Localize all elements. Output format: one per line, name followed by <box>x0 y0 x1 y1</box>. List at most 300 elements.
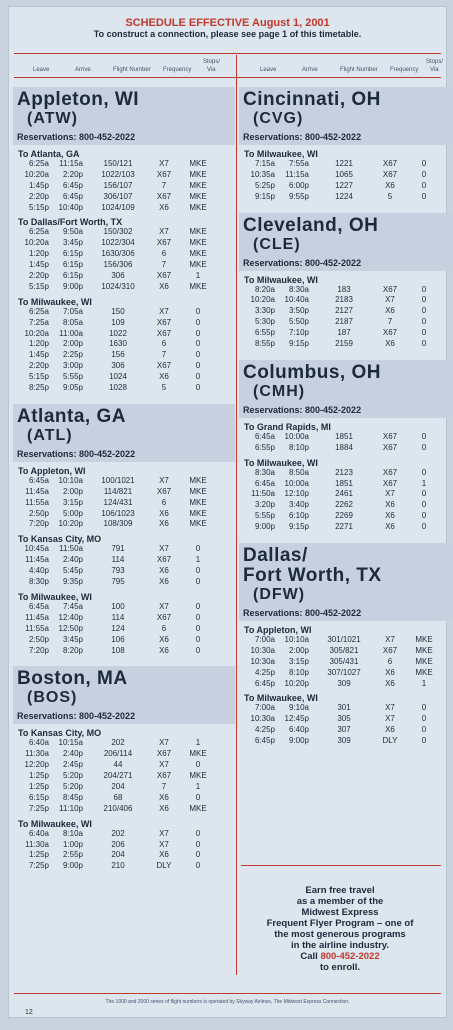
route-title: To Milwaukee, WI <box>244 149 318 159</box>
arrive-time: 10:20p <box>284 678 309 688</box>
stops-via: 0 <box>421 467 427 477</box>
city-section <box>241 543 453 747</box>
arrive-time: 5:00p <box>62 508 83 518</box>
leave-time: 6:25a <box>28 159 49 168</box>
arrive-time: 8:30a <box>288 284 309 294</box>
leave-time: 6:40a <box>28 738 49 748</box>
leave-time: 6:45p <box>254 736 275 746</box>
flight-number: 301/1021 <box>327 635 361 645</box>
promo-line: to enroll. <box>319 962 361 973</box>
stops-via: 0 <box>421 317 427 327</box>
arrive-time: 9:00p <box>288 736 309 746</box>
arrive-time: 10:20p <box>58 519 83 529</box>
flight-number: 1630/306 <box>101 249 135 259</box>
arrive-time: 8:20p <box>62 645 83 655</box>
stops-via: MKE <box>189 519 207 529</box>
stops-via: MKE <box>189 180 207 190</box>
frequency: X6 <box>385 339 395 349</box>
frequency: X7 <box>159 738 169 748</box>
frequency: X6 <box>159 281 169 291</box>
leave-time: 7:00a <box>254 635 275 645</box>
arrive-time: 2:45p <box>62 760 83 770</box>
frequency: 6 <box>161 623 167 633</box>
leave-time: 10:35a <box>250 169 275 179</box>
city-name: Columbus, OH <box>243 361 381 383</box>
city-section <box>15 666 233 872</box>
city-name: Cincinnati, OH <box>243 89 381 110</box>
frequency: 6 <box>161 497 167 507</box>
flight-number: 210/406 <box>103 803 133 813</box>
airport-code: (ATW) <box>27 110 78 127</box>
stops-via: MKE <box>189 803 207 813</box>
flight-number: 206 <box>111 839 125 849</box>
flight-number: 114/821 <box>103 486 133 496</box>
frequency: X7 <box>159 839 169 849</box>
arrive-time: 6:15p <box>62 260 83 270</box>
frequency: X6 <box>385 306 395 316</box>
left-schedule-column <box>15 87 233 882</box>
arrive-time: 12:40p <box>58 612 83 622</box>
stops-via: MKE <box>415 656 433 666</box>
city-section <box>15 87 233 394</box>
arrive-time: 11:10p <box>59 803 83 813</box>
city-name: Dallas/ <box>243 545 308 567</box>
flight-row <box>241 500 453 511</box>
flight-number: 150 <box>111 306 125 316</box>
flight-row <box>15 350 233 361</box>
route-title: To Atlanta, GA <box>18 149 80 159</box>
col-stops: Stops/ <box>426 59 444 65</box>
stops-via: 0 <box>421 431 427 441</box>
stops-via: 1 <box>421 478 427 488</box>
city-header <box>239 87 453 145</box>
flight-number: 2127 <box>335 306 353 316</box>
leave-time: 6:40a <box>28 828 49 838</box>
leave-time: 6:55p <box>254 442 275 452</box>
flight-row <box>15 861 233 872</box>
arrive-time: 6:45p <box>62 180 83 190</box>
arrive-time: 7:55a <box>288 159 309 168</box>
flight-row <box>15 181 233 192</box>
frequency: X67 <box>156 191 172 201</box>
arrive-time: 5:20p <box>62 771 83 781</box>
flight-row <box>15 509 233 520</box>
arrive-time: 9:10a <box>288 703 309 713</box>
header-divider <box>14 53 441 54</box>
promo-line: Midwest Express <box>301 907 379 918</box>
leave-time: 3:20p <box>254 500 275 510</box>
flight-row <box>15 804 233 815</box>
flight-row <box>241 479 453 490</box>
flight-number: 301 <box>337 703 351 713</box>
leave-time: 5:15p <box>28 281 49 291</box>
arrive-time: 6:15p <box>62 271 83 281</box>
frequency: X67 <box>382 328 398 338</box>
arrive-time: 10:40a <box>284 295 309 305</box>
arrive-time: 11:50a <box>59 544 83 554</box>
flight-number: 156/107 <box>103 180 133 190</box>
stops-via: 0 <box>195 861 201 871</box>
frequency: X6 <box>385 511 395 521</box>
col-frequency: Frequency <box>390 67 419 73</box>
column-divider <box>236 55 237 975</box>
frequency: 6 <box>387 656 393 666</box>
frequency: X67 <box>382 169 398 179</box>
flight-row <box>15 850 233 861</box>
frequency: X7 <box>385 714 395 724</box>
city-header <box>239 213 453 271</box>
flight-row <box>241 646 453 657</box>
frequency: 5 <box>387 191 393 201</box>
frequency: X6 <box>159 850 169 860</box>
flight-row <box>15 476 233 487</box>
arrive-time: 1:00p <box>62 839 83 849</box>
flight-row <box>15 203 233 214</box>
leave-time: 1:45p <box>28 180 49 190</box>
flight-row <box>241 714 453 725</box>
arrive-time: 3:45p <box>62 238 83 248</box>
flight-row <box>241 468 453 479</box>
route-title: To Kansas City, MO <box>18 534 102 545</box>
stops-via: 0 <box>421 284 427 294</box>
flight-number: 206/114 <box>103 749 133 759</box>
stops-via: 0 <box>195 566 201 576</box>
frequency: X67 <box>156 169 172 179</box>
arrive-time: 12:45p <box>284 714 309 724</box>
flight-number: 795 <box>111 577 125 587</box>
stops-via: 0 <box>421 714 427 724</box>
stops-via: 0 <box>421 191 427 201</box>
flight-row <box>15 170 233 181</box>
flight-number: 1065 <box>335 169 353 179</box>
leave-time: 8:30a <box>254 467 275 477</box>
arrive-time: 12:50p <box>58 623 83 633</box>
airport-code: (CMH) <box>253 382 306 400</box>
route-title: To Milwaukee, WI <box>244 457 318 468</box>
arrive-time: 6:10p <box>288 511 309 521</box>
stops-via: 0 <box>421 489 427 499</box>
frequency: X7 <box>385 703 395 713</box>
leave-time: 12:20p <box>24 760 49 770</box>
flight-row <box>241 657 453 668</box>
stops-via: MKE <box>189 508 207 518</box>
arrive-time: 7:05a <box>62 306 83 316</box>
frequency: X6 <box>159 508 169 518</box>
flight-number: 156/306 <box>103 260 133 270</box>
flight-number: 204 <box>111 850 125 860</box>
page-number: 12 <box>25 1009 33 1016</box>
arrive-time: 12:10p <box>284 489 309 499</box>
flight-number: 1024/109 <box>101 202 135 212</box>
flight-number: 1224 <box>335 191 353 201</box>
stops-via: 0 <box>421 306 427 316</box>
stops-via: 0 <box>195 612 201 622</box>
column-header-divider <box>14 77 441 78</box>
stops-via: 1 <box>195 781 201 791</box>
flight-number: 106/1023 <box>101 508 135 518</box>
leave-time: 10:30a <box>250 656 275 666</box>
flight-row <box>15 577 233 588</box>
stops-via: 0 <box>195 328 201 338</box>
frequency: X6 <box>385 725 395 735</box>
stops-via: MKE <box>189 771 207 781</box>
promo-call: Call <box>300 951 318 962</box>
leave-time: 10:30a <box>250 714 275 724</box>
frequency: X6 <box>159 566 169 576</box>
leave-time: 6:15p <box>28 792 49 802</box>
flight-number: 106 <box>111 634 125 644</box>
stops-via: MKE <box>415 667 433 677</box>
flight-number: 1851 <box>335 478 353 488</box>
flight-row <box>15 840 233 851</box>
arrive-time: 5:45p <box>62 566 83 576</box>
stops-via: MKE <box>189 749 207 759</box>
leave-time: 1:20p <box>28 339 49 349</box>
leave-time: 11:45a <box>25 486 49 496</box>
leave-time: 10:20a <box>24 169 49 179</box>
frequency: X6 <box>385 667 395 677</box>
flight-row <box>241 306 453 317</box>
stops-via: MKE <box>415 635 433 645</box>
footer-note: The 1000 and 2000 series of flight numbers is operated by Skyway Airlines, The Midwest Express Connection. <box>105 999 350 1005</box>
flight-row <box>15 498 233 509</box>
city-header <box>239 360 453 418</box>
arrive-time: 10:40p <box>58 202 83 212</box>
stops-via: 0 <box>421 159 427 168</box>
route-title: To Grand Rapids, MI <box>244 421 331 432</box>
arrive-time: 3:50p <box>288 306 309 316</box>
route-title: To Milwaukee, WI <box>244 693 318 704</box>
frequency: X67 <box>156 238 172 248</box>
arrive-time: 9:35p <box>62 577 83 587</box>
flight-number: 202 <box>111 738 125 748</box>
leave-time: 4:25p <box>254 725 275 735</box>
stops-via: 0 <box>421 511 427 521</box>
frequency: X67 <box>156 771 172 781</box>
arrive-time: 7:10p <box>288 328 309 338</box>
frequency: X7 <box>385 295 395 305</box>
frequency: 6 <box>161 339 167 349</box>
route-title: To Dallas/Fort Worth, TX <box>18 217 123 228</box>
promo-line: in the airline industry. <box>290 940 389 951</box>
flight-number: 68 <box>113 792 123 802</box>
frequency: DLY <box>156 861 172 871</box>
arrive-time: 6:15p <box>62 249 83 259</box>
stops-via: 0 <box>195 634 201 644</box>
frequency: X67 <box>156 749 172 759</box>
arrive-time: 8:10p <box>288 667 309 677</box>
reservations-phone: Reservations: 800-452-2022 <box>17 711 136 722</box>
city-header <box>13 87 235 145</box>
stops-via: 0 <box>195 839 201 849</box>
flight-row <box>15 624 233 635</box>
flight-number: 202 <box>111 828 125 838</box>
frequency: X67 <box>382 467 398 477</box>
promo-line: Frequent Flyer Program – one of <box>266 918 414 929</box>
flight-row <box>241 317 453 328</box>
stops-via: 0 <box>195 361 201 371</box>
col-via: Via <box>430 67 439 73</box>
leave-time: 7:25p <box>28 861 49 871</box>
leave-time: 2:20p <box>28 271 49 281</box>
flight-number: 124/431 <box>103 497 133 507</box>
stops-via: 0 <box>195 577 201 587</box>
arrive-time: 5:50p <box>288 317 309 327</box>
leave-time: 2:20p <box>28 191 49 201</box>
arrive-time: 8:45p <box>62 792 83 802</box>
frequency: X67 <box>382 478 398 488</box>
timetable-page <box>8 6 447 1018</box>
flight-number: 1851 <box>335 431 353 441</box>
flight-row <box>241 703 453 714</box>
flight-number: 1022/103 <box>101 169 135 179</box>
flight-row <box>15 260 233 271</box>
leave-time: 7:00a <box>254 703 275 713</box>
flight-number: 1630 <box>109 339 127 349</box>
frequency: X67 <box>156 271 172 281</box>
leave-time: 6:45a <box>254 478 275 488</box>
flight-row <box>15 271 233 282</box>
flight-row <box>15 771 233 782</box>
flight-row <box>15 361 233 372</box>
flight-row <box>241 295 453 306</box>
stops-via: 0 <box>195 601 201 611</box>
arrive-time: 5:20p <box>62 781 83 791</box>
flight-number: 1022/304 <box>101 238 135 248</box>
leave-time: 4:25p <box>254 667 275 677</box>
frequency: X67 <box>156 328 172 338</box>
arrive-time: 9:50a <box>62 227 83 237</box>
leave-time: 11:30a <box>25 749 49 759</box>
route-title: To Appleton, WI <box>244 625 312 636</box>
flight-row <box>241 181 453 192</box>
flight-number: 2461 <box>335 489 353 499</box>
flight-number: 2187 <box>335 317 353 327</box>
arrive-time: 11:15a <box>285 169 309 179</box>
flight-number: 791 <box>111 544 125 554</box>
city-name: Appleton, WI <box>17 89 140 110</box>
leave-time: 1:25p <box>28 850 49 860</box>
flight-row <box>15 793 233 804</box>
stops-via: 0 <box>195 760 201 770</box>
leave-time: 2:50p <box>28 508 49 518</box>
promo-phone[interactable]: 800-452-2022 <box>320 951 380 962</box>
arrive-time: 10:10a <box>284 635 309 645</box>
stops-via: 0 <box>421 180 427 190</box>
stops-via: 0 <box>195 828 201 838</box>
flight-number: 108 <box>111 645 125 655</box>
flight-number: 306 <box>111 361 125 371</box>
leave-time: 6:25a <box>28 227 49 237</box>
leave-time: 7:25a <box>28 317 49 327</box>
stops-via: MKE <box>189 159 207 168</box>
frequency: X7 <box>159 760 169 770</box>
footer-divider <box>14 993 441 994</box>
frequency: X6 <box>159 577 169 587</box>
arrive-time: 6:45p <box>62 191 83 201</box>
flight-row <box>241 328 453 339</box>
leave-time: 11:30a <box>25 839 49 849</box>
frequency: X67 <box>156 361 172 371</box>
city-name: Fort Worth, TX <box>243 565 382 587</box>
route-title: To Milwaukee, WI <box>18 296 92 307</box>
stops-via: 1 <box>195 738 201 748</box>
col-leave: Leave <box>33 67 50 73</box>
promo-line: as a member of the <box>296 896 384 907</box>
frequency: 5 <box>161 383 167 393</box>
col-frequency: Frequency <box>163 67 192 73</box>
arrive-time: 2:00p <box>62 486 83 496</box>
arrive-time: 9:55p <box>288 191 309 201</box>
leave-time: 11:55a <box>25 497 49 507</box>
flight-number: 307 <box>337 725 351 735</box>
frequency: DLY <box>382 736 398 746</box>
flight-number: 1028 <box>109 383 127 393</box>
flight-number: 100/1021 <box>101 475 135 485</box>
frequency: X67 <box>382 645 398 655</box>
flight-row <box>241 679 453 690</box>
flight-row <box>15 487 233 498</box>
arrive-time: 9:00p <box>62 281 83 291</box>
leave-time: 2:20p <box>28 361 49 371</box>
flight-row <box>15 749 233 760</box>
stops-via: MKE <box>189 238 207 248</box>
city-name: Cleveland, OH <box>243 214 379 236</box>
stops-via: 1 <box>421 678 427 688</box>
arrive-time: 3:15p <box>62 497 83 507</box>
leave-time: 9:00p <box>254 522 275 532</box>
frequency: X67 <box>382 431 398 441</box>
arrive-time: 9:05p <box>62 383 83 393</box>
flight-row <box>15 782 233 793</box>
frequency: X6 <box>385 678 395 688</box>
leave-time: 10:45a <box>24 544 49 554</box>
arrive-time: 9:15p <box>288 522 309 532</box>
right-schedule-column <box>241 87 453 757</box>
stops-via: 0 <box>195 850 201 860</box>
arrive-time: 10:15a <box>58 738 83 748</box>
frequency: 7 <box>161 781 167 791</box>
flight-row <box>241 159 453 170</box>
leave-time: 5:15p <box>28 372 49 382</box>
leave-time: 11:55a <box>25 623 49 633</box>
stops-via: 0 <box>421 339 427 349</box>
arrive-time: 8:50a <box>288 467 309 477</box>
flight-number: 150/302 <box>103 227 133 237</box>
frequency: X7 <box>385 635 395 645</box>
frequency: X6 <box>159 372 169 382</box>
arrive-time: 3:45p <box>62 634 83 644</box>
frequency: X67 <box>156 555 172 565</box>
flight-row <box>15 566 233 577</box>
col-leave: Leave <box>260 67 277 73</box>
frequency: 7 <box>387 317 393 327</box>
frequency: X7 <box>159 475 169 485</box>
flight-row <box>15 307 233 318</box>
col-flight: Flight Number <box>113 67 151 73</box>
stops-via: 0 <box>421 703 427 713</box>
frequency: X6 <box>159 792 169 802</box>
stops-via: 0 <box>421 328 427 338</box>
stops-via: 0 <box>195 792 201 802</box>
flight-number: 2271 <box>335 522 353 532</box>
frequency: X67 <box>156 317 172 327</box>
airport-code: (CVG) <box>253 110 304 127</box>
arrive-time: 9:00p <box>62 861 83 871</box>
frequency: X6 <box>159 803 169 813</box>
frequency: X7 <box>159 601 169 611</box>
flight-row <box>15 339 233 350</box>
